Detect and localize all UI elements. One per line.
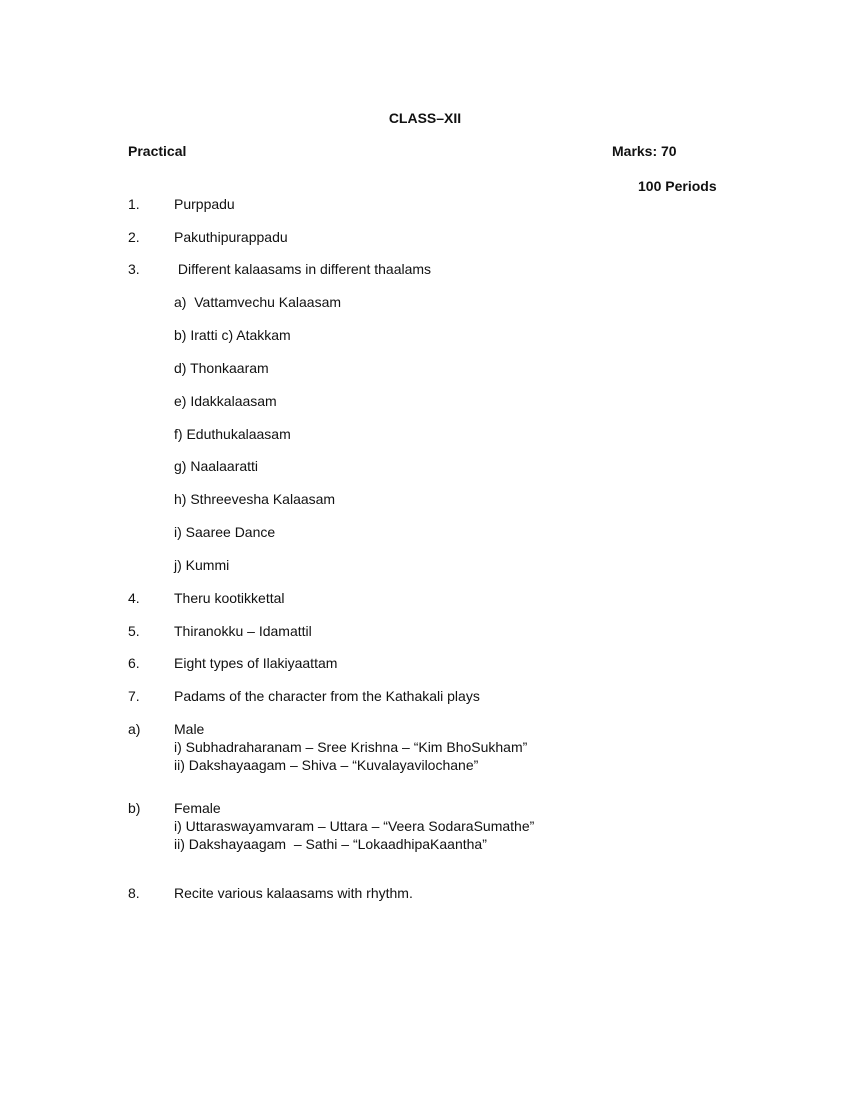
kalaasam-item: f) Eduthukalaasam <box>174 426 291 442</box>
padam-group-label: a) <box>128 721 141 737</box>
item-number: 5. <box>128 623 140 639</box>
kalaasam-item: e) Idakkalaasam <box>174 393 277 409</box>
item-text: Different kalaasams in different thaalams <box>174 261 432 277</box>
padam-group-heading: Male <box>174 721 205 737</box>
item-text: Thiranokku – Idamattil <box>174 623 312 639</box>
item-number: 4. <box>128 590 140 606</box>
item-text: Pakuthipurappadu <box>174 229 288 245</box>
item-text: Padams of the character from the Kathakali plays <box>174 688 480 704</box>
item-text: Purppadu <box>174 196 235 212</box>
section-label: Practical <box>128 143 187 159</box>
padam-group-heading: Female <box>174 800 221 816</box>
padam-line: i) Subhadraharanam – Sree Krishna – “Kim BhoSukham” <box>174 739 528 755</box>
item-number: 7. <box>128 688 140 704</box>
item-text: Eight types of Ilakiyaattam <box>174 655 338 671</box>
kalaasam-item: b) Iratti c) Atakkam <box>174 327 291 343</box>
item-number: 1. <box>128 196 140 212</box>
padam-group-label: b) <box>128 800 141 816</box>
kalaasam-item: j) Kummi <box>174 557 230 573</box>
marks-label: Marks: 70 <box>612 143 677 159</box>
page-title: CLASS–XII <box>388 110 462 126</box>
item-number: 2. <box>128 229 140 245</box>
kalaasam-item: h) Sthreevesha Kalaasam <box>174 491 336 507</box>
item-number: 8. <box>128 885 140 901</box>
item-number: 3. <box>128 261 140 277</box>
item-text: Recite various kalaasams with rhythm. <box>174 885 413 901</box>
kalaasam-item: d) Thonkaaram <box>174 360 269 376</box>
item-number: 6. <box>128 655 140 671</box>
kalaasam-item: a) Vattamvechu Kalaasam <box>174 294 342 310</box>
kalaasam-item: g) Naalaaratti <box>174 458 259 474</box>
item-text: Theru kootikkettal <box>174 590 285 606</box>
kalaasam-item: i) Saaree Dance <box>174 524 276 540</box>
padam-line: ii) Dakshayaagam – Shiva – “Kuvalayavilochane” <box>174 757 479 773</box>
periods-label: 100 Periods <box>638 178 717 194</box>
padam-line: i) Uttaraswayamvaram – Uttara – “Veera SodaraSumathe” <box>174 818 535 834</box>
padam-line: ii) Dakshayaagam – Sathi – “LokaadhipaKaantha” <box>174 836 487 852</box>
